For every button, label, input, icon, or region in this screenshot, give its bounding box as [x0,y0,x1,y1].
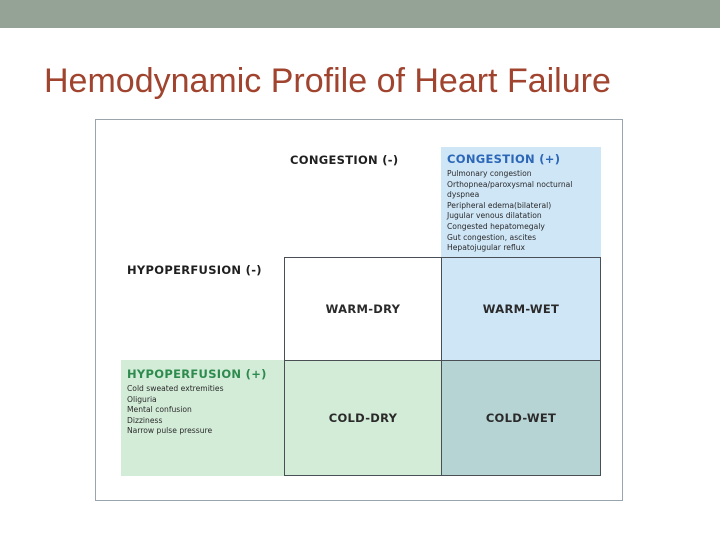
list-item: Peripheral edema(bilateral) [447,200,552,210]
cold-wet-quadrant [441,360,601,476]
list-item: dyspnea [447,190,480,200]
cold-dry-label: COLD-DRY [328,411,398,425]
warm-dry-quadrant [284,257,441,360]
list-item: Dizziness [127,415,163,425]
list-item: Oliguria [127,394,157,404]
congestion-negative-cell [284,147,441,257]
list-item: Gut congestion, ascites [447,232,537,242]
congestion-positive-cell [441,147,601,257]
list-item: Jugular venous dilatation [447,211,542,221]
slide-title: Hemodynamic Profile of Heart Failure [44,62,611,100]
hemodynamic-profile-diagram [95,119,623,501]
congestion-positive-label: CONGESTION (+) [447,152,561,166]
list-item: Narrow pulse pressure [127,426,213,436]
congestion-negative-label: CONGESTION (-) [290,153,399,167]
warm-wet-quadrant [441,257,601,360]
cold-dry-quadrant [284,360,441,476]
list-item: Mental confusion [127,405,192,415]
warm-wet-label: WARM-WET [482,302,560,316]
list-item: Pulmonary congestion [447,169,532,178]
list-item: Cold sweated extremities [127,384,224,393]
hypoperfusion-signs-list [127,384,267,437]
hypoperfusion-negative-label: HYPOPERFUSION (-) [127,263,262,277]
cold-wet-label: COLD-WET [485,411,557,425]
list-item: Hepatojugular reflux [447,243,526,253]
congestion-signs-list [447,169,572,254]
hypoperfusion-positive-label: HYPOPERFUSION (+) [127,367,267,381]
warm-dry-label: WARM-DRY [325,302,401,316]
hypoperfusion-positive-cell [121,360,284,476]
hypoperfusion-negative-cell [121,257,284,360]
list-item: Congested hepatomegaly [447,221,545,231]
top-accent-bar [0,0,720,28]
list-item: Orthopnea/paroxysmal nocturnal [447,179,573,189]
